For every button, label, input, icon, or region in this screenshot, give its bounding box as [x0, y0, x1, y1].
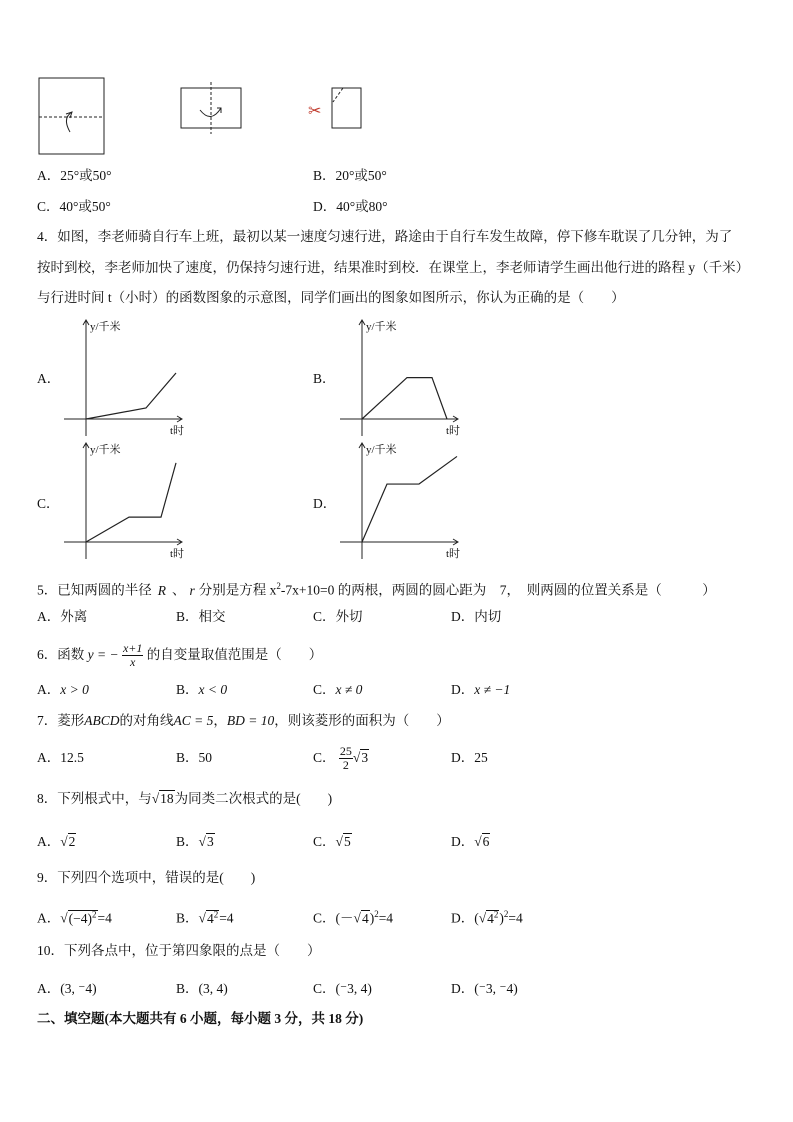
distance-time-line	[362, 378, 447, 419]
q4-graph-b	[338, 318, 478, 440]
scissors-icon: ✂	[308, 103, 322, 120]
distance-time-line	[362, 456, 457, 542]
q8-option-a[interactable]: A．√2	[37, 834, 76, 849]
cut-step-3	[308, 88, 361, 128]
q7-option-b[interactable]: B．50	[176, 750, 213, 765]
x-axis-label: t时	[170, 548, 185, 560]
y-axis-label: y/千米	[366, 444, 397, 456]
q3-option-c[interactable]: C．40°或50°	[37, 199, 111, 214]
x-axis-label: t时	[170, 425, 185, 437]
q4-line-1: 4．如图，李老师骑自行车上班，最初以某一速度匀速行进，路途由于自行车发生故障，停下修车耽误了几分钟，为了	[37, 229, 733, 244]
q9-option-c[interactable]: C．$(-√4)^2=4$	[313, 909, 394, 926]
q5-stem: 5．已知两圆的半径 R 、 r 分别是方程 $x^2-7x+10=0$ 的两根，两圆的圆心距为 7， 则两圆的位置关系是（ ）	[37, 581, 716, 598]
q9-stem: 9．下列四个选项中，错误的是( )	[37, 870, 256, 885]
q10-option-a[interactable]: A．(3, ⁻4)	[37, 981, 97, 996]
q8-option-b[interactable]: B．√3	[176, 834, 214, 849]
q4-option-a-label[interactable]: A．	[37, 371, 61, 386]
q6-fraction: $\frac{x+1}{x}$	[122, 641, 143, 670]
q5-option-a[interactable]: A．外离	[37, 609, 88, 624]
q4-graph-a	[62, 318, 202, 440]
q3-option-b[interactable]: B．20°或50°	[313, 168, 387, 183]
q4-line-2: 按时到校，李老师加快了速度，仍保持匀速行进，结果准时到校．在课堂上，李老师请学生画出他行进的路程 y（千米）	[37, 260, 750, 275]
y-axis-label: y/千米	[90, 321, 121, 333]
q6-option-b[interactable]: B．x < 0	[176, 682, 228, 697]
q8-option-c[interactable]: C．√5	[313, 834, 351, 849]
fold-step-2	[181, 82, 241, 134]
q6-stem: 6．函数 y = − $\frac{x+1}{x}$ 的自变量取值范围是（ ）	[37, 641, 323, 670]
q6-option-d[interactable]: D．x ≠ −1	[451, 682, 511, 697]
q3-option-d[interactable]: D．40°或80°	[313, 199, 388, 214]
q10-option-c[interactable]: C．(⁻3, 4)	[313, 981, 372, 996]
q5-option-d[interactable]: D．内切	[451, 609, 502, 624]
q4-option-d-label[interactable]: D．	[313, 496, 337, 511]
q4-line-3: 与行进时间 t（小时）的函数图象的示意图，同学们画出的图象如图所示，你认为正确的是（ ）	[37, 290, 625, 305]
q4-graph-c	[62, 441, 202, 563]
q9-option-a[interactable]: A．$√(-4)^2=4$	[37, 909, 112, 926]
q9-option-d[interactable]: D．$(√4^2)^2=4$	[451, 909, 523, 926]
y-axis-label: y/千米	[366, 321, 397, 333]
q5-option-b[interactable]: B．相交	[176, 609, 226, 624]
q7-option-a[interactable]: A．12.5	[37, 750, 84, 765]
paper-fold-figures	[0, 70, 793, 165]
x-axis-label: t时	[446, 548, 461, 560]
distance-time-line	[86, 463, 176, 542]
q7-stem: 7．菱形ABCD的对角线AC = 5，BD = 10，则该菱形的面积为（ ）	[37, 713, 450, 728]
q5-option-c[interactable]: C．外切	[313, 609, 363, 624]
q9-option-b[interactable]: B．$√4^2=4$	[176, 909, 234, 926]
distance-time-line	[86, 373, 176, 419]
q10-option-d[interactable]: D．(⁻3, ⁻4)	[451, 981, 518, 996]
q7-option-d[interactable]: D．25	[451, 750, 488, 765]
fold-step-1	[39, 78, 104, 154]
q10-option-b[interactable]: B．(3, 4)	[176, 981, 228, 996]
q4-option-c-label[interactable]: C．	[37, 496, 60, 511]
q3-option-a[interactable]: A．25°或50°	[37, 168, 112, 183]
y-axis-label: y/千米	[90, 444, 121, 456]
q6-option-c[interactable]: C．x ≠ 0	[313, 682, 363, 697]
q8-option-d[interactable]: D．√6	[451, 834, 490, 849]
q4-option-b-label[interactable]: B．	[313, 371, 336, 386]
q6-option-a[interactable]: A．x > 0	[37, 682, 89, 697]
q10-stem: 10．下列各点中，位于第四象限的点是（ ）	[37, 943, 321, 958]
q7-option-c[interactable]: C． $\frac{25}{2}$ √3	[313, 744, 369, 773]
section-2-heading: 二、填空题(本大题共有 6 小题，每小题 3 分，共 18 分)	[37, 1011, 364, 1026]
q8-stem: 8．下列根式中，与√18为同类二次根式的是( )	[37, 791, 333, 806]
x-axis-label: t时	[446, 425, 461, 437]
q4-graph-d	[338, 441, 478, 563]
